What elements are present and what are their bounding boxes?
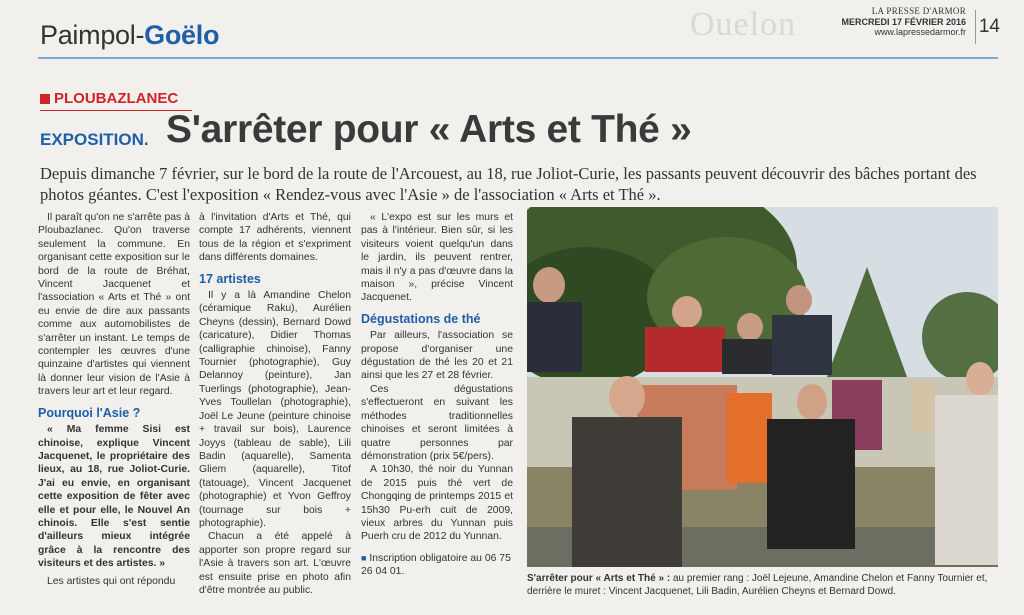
article-column-2 bbox=[199, 211, 351, 597]
paragraph: A 10h30, thé noir du Yunnan de 2015 puis thé vert de Chongqing de printemps 2015 et 15h30 Pu-erh cuit de 2009, vieux arbres du Yunnan puis Puerh cru de 2012 du Yunnan. bbox=[361, 464, 513, 543]
page-number: 14 bbox=[978, 16, 1000, 37]
photo-caption: S'arrêter pour « Arts et Thé » : au premier rang : Joël Lejeune, Amandine Chelon et Fanny Tournier et, derrière le muret : Vincent Jacquenet, Lili Badin, Aurélien Cheyns et Bernard Dowd. bbox=[527, 573, 988, 597]
bleed-through-text: Ouelon bbox=[690, 6, 797, 43]
issue-date: MERCREDI 17 FÉVRIER 2016 bbox=[841, 16, 966, 27]
paragraph: Les artistes qui ont répondu bbox=[47, 575, 176, 587]
quote-paragraph: « Ma femme Sisi est chinoise, explique Vincent Jacquenet, le propriétaire des lieux, au 18, rue Joliot-Curie. J'ai eu envie, en organisant cette exposition de fêter avec elle et pour elle, le Nouvel An chinois. Elle s'est sentie d'ailleurs mieux intégrée grâce à la rencontre des visiteurs et des artistes. » bbox=[38, 424, 190, 570]
article-photo bbox=[527, 207, 998, 567]
subheading: 17 artistes bbox=[199, 271, 261, 286]
kicker-square-icon bbox=[40, 94, 50, 104]
square-bullet-icon: ■ bbox=[361, 552, 367, 563]
article-lead: Depuis dimanche 7 février, sur le bord de la route de l'Arcouest, au 18, rue Joliot-Curie, les passants peuvent découvrir des bâches portant des photos géantes. C'est l'exposition « Rendez-vous avec l'Asie » de l'association « Arts et Thé ». bbox=[40, 164, 977, 204]
paper-masthead bbox=[786, 6, 966, 38]
header-divider bbox=[975, 10, 976, 44]
article-kicker: PLOUBAZLANEC bbox=[40, 90, 178, 107]
inscription-note: ■ Inscription obligatoire au 06 75 26 04 01. bbox=[361, 552, 511, 578]
paragraph: Ces dégustations s'effectueront en suivant les méthodes traditionnelles chinoises et seront limitées à quatre personnes par démonstration (prix 5€/pers). bbox=[361, 383, 513, 462]
paragraph: Il paraît qu'on ne s'arrête pas à Ploubazlanec. Qu'on traverse seulement la commune. En organisant cette exposition sur le bord de la route de Bréhat, Vincent Jacquenet et l'association « Arts et Thé » ont eu envie de dire aux passants comme aux automobilistes de s'arrêter un instant. Le temps de contempler les œuvres d'une quinzaine d'artistes qui viennent là donner leur vision de l'Asie à travers leur art et leur regard. bbox=[38, 212, 190, 398]
subheading: Dégustations de thé bbox=[361, 311, 481, 326]
paragraph: « L'expo est sur les murs et pas à l'intérieur. Bien sûr, si les visiteurs voient quelqu'un dans le jardin, ils peuvent rentrer, mais il n'y a pas d'œuvre dans la maison », précise Vincent Jacquenet. bbox=[361, 212, 513, 304]
article-column-1 bbox=[38, 211, 190, 588]
subheading: Pourquoi l'Asie ? bbox=[38, 405, 141, 420]
photo-illustration bbox=[527, 207, 998, 567]
article-headline: S'arrêter pour « Arts et Thé » bbox=[166, 108, 692, 151]
header-rule bbox=[38, 57, 998, 59]
article-tag: EXPOSITION. bbox=[40, 130, 149, 149]
paragraph: Par ailleurs, l'association se propose d'organiser une dégustation de thé les 20 et 21 ainsi que les 27 et 28 février. bbox=[361, 330, 513, 382]
paper-name: LA PRESSE D'ARMOR bbox=[871, 6, 966, 16]
paragraph: Il y a là Amandine Chelon (céramique Raku), Aurélien Cheyns (dessin), Bernard Dowd (caricature), Didier Thomas (calligraphie chinoise), Fanny Tournier (photographie), Guy Delannoy (peinture), Jan Tuerlings (photographie), Jean-Yves Toullelan (photographie), Joël Le Jeune (peinture chinoise + travail sur bois), Laurence Joyys (tableau de sable), Lili Badin (aquarelle), Samenta Gliem (aquarelle), Titof (tatouage), Vincent Jacquenet (photographie) et Yvon Geffroy (tournage sur bois + photographie). bbox=[199, 290, 351, 529]
section-title: Paimpol-Goëlo bbox=[40, 20, 220, 50]
article-column-3 bbox=[361, 211, 513, 579]
paragraph: à l'invitation d'Arts et Thé, qui compte 17 adhérents, viennent tous de la région et s'expriment dans différents domaines. bbox=[199, 212, 351, 264]
paragraph: Chacun a été appelé à apporter son propre regard sur l'Asie à travers son art. L'œuvre est ensuite prise en photo afin d'être montrée au public. bbox=[199, 531, 351, 596]
paper-website: www.lapressedarmor.fr bbox=[874, 27, 966, 37]
